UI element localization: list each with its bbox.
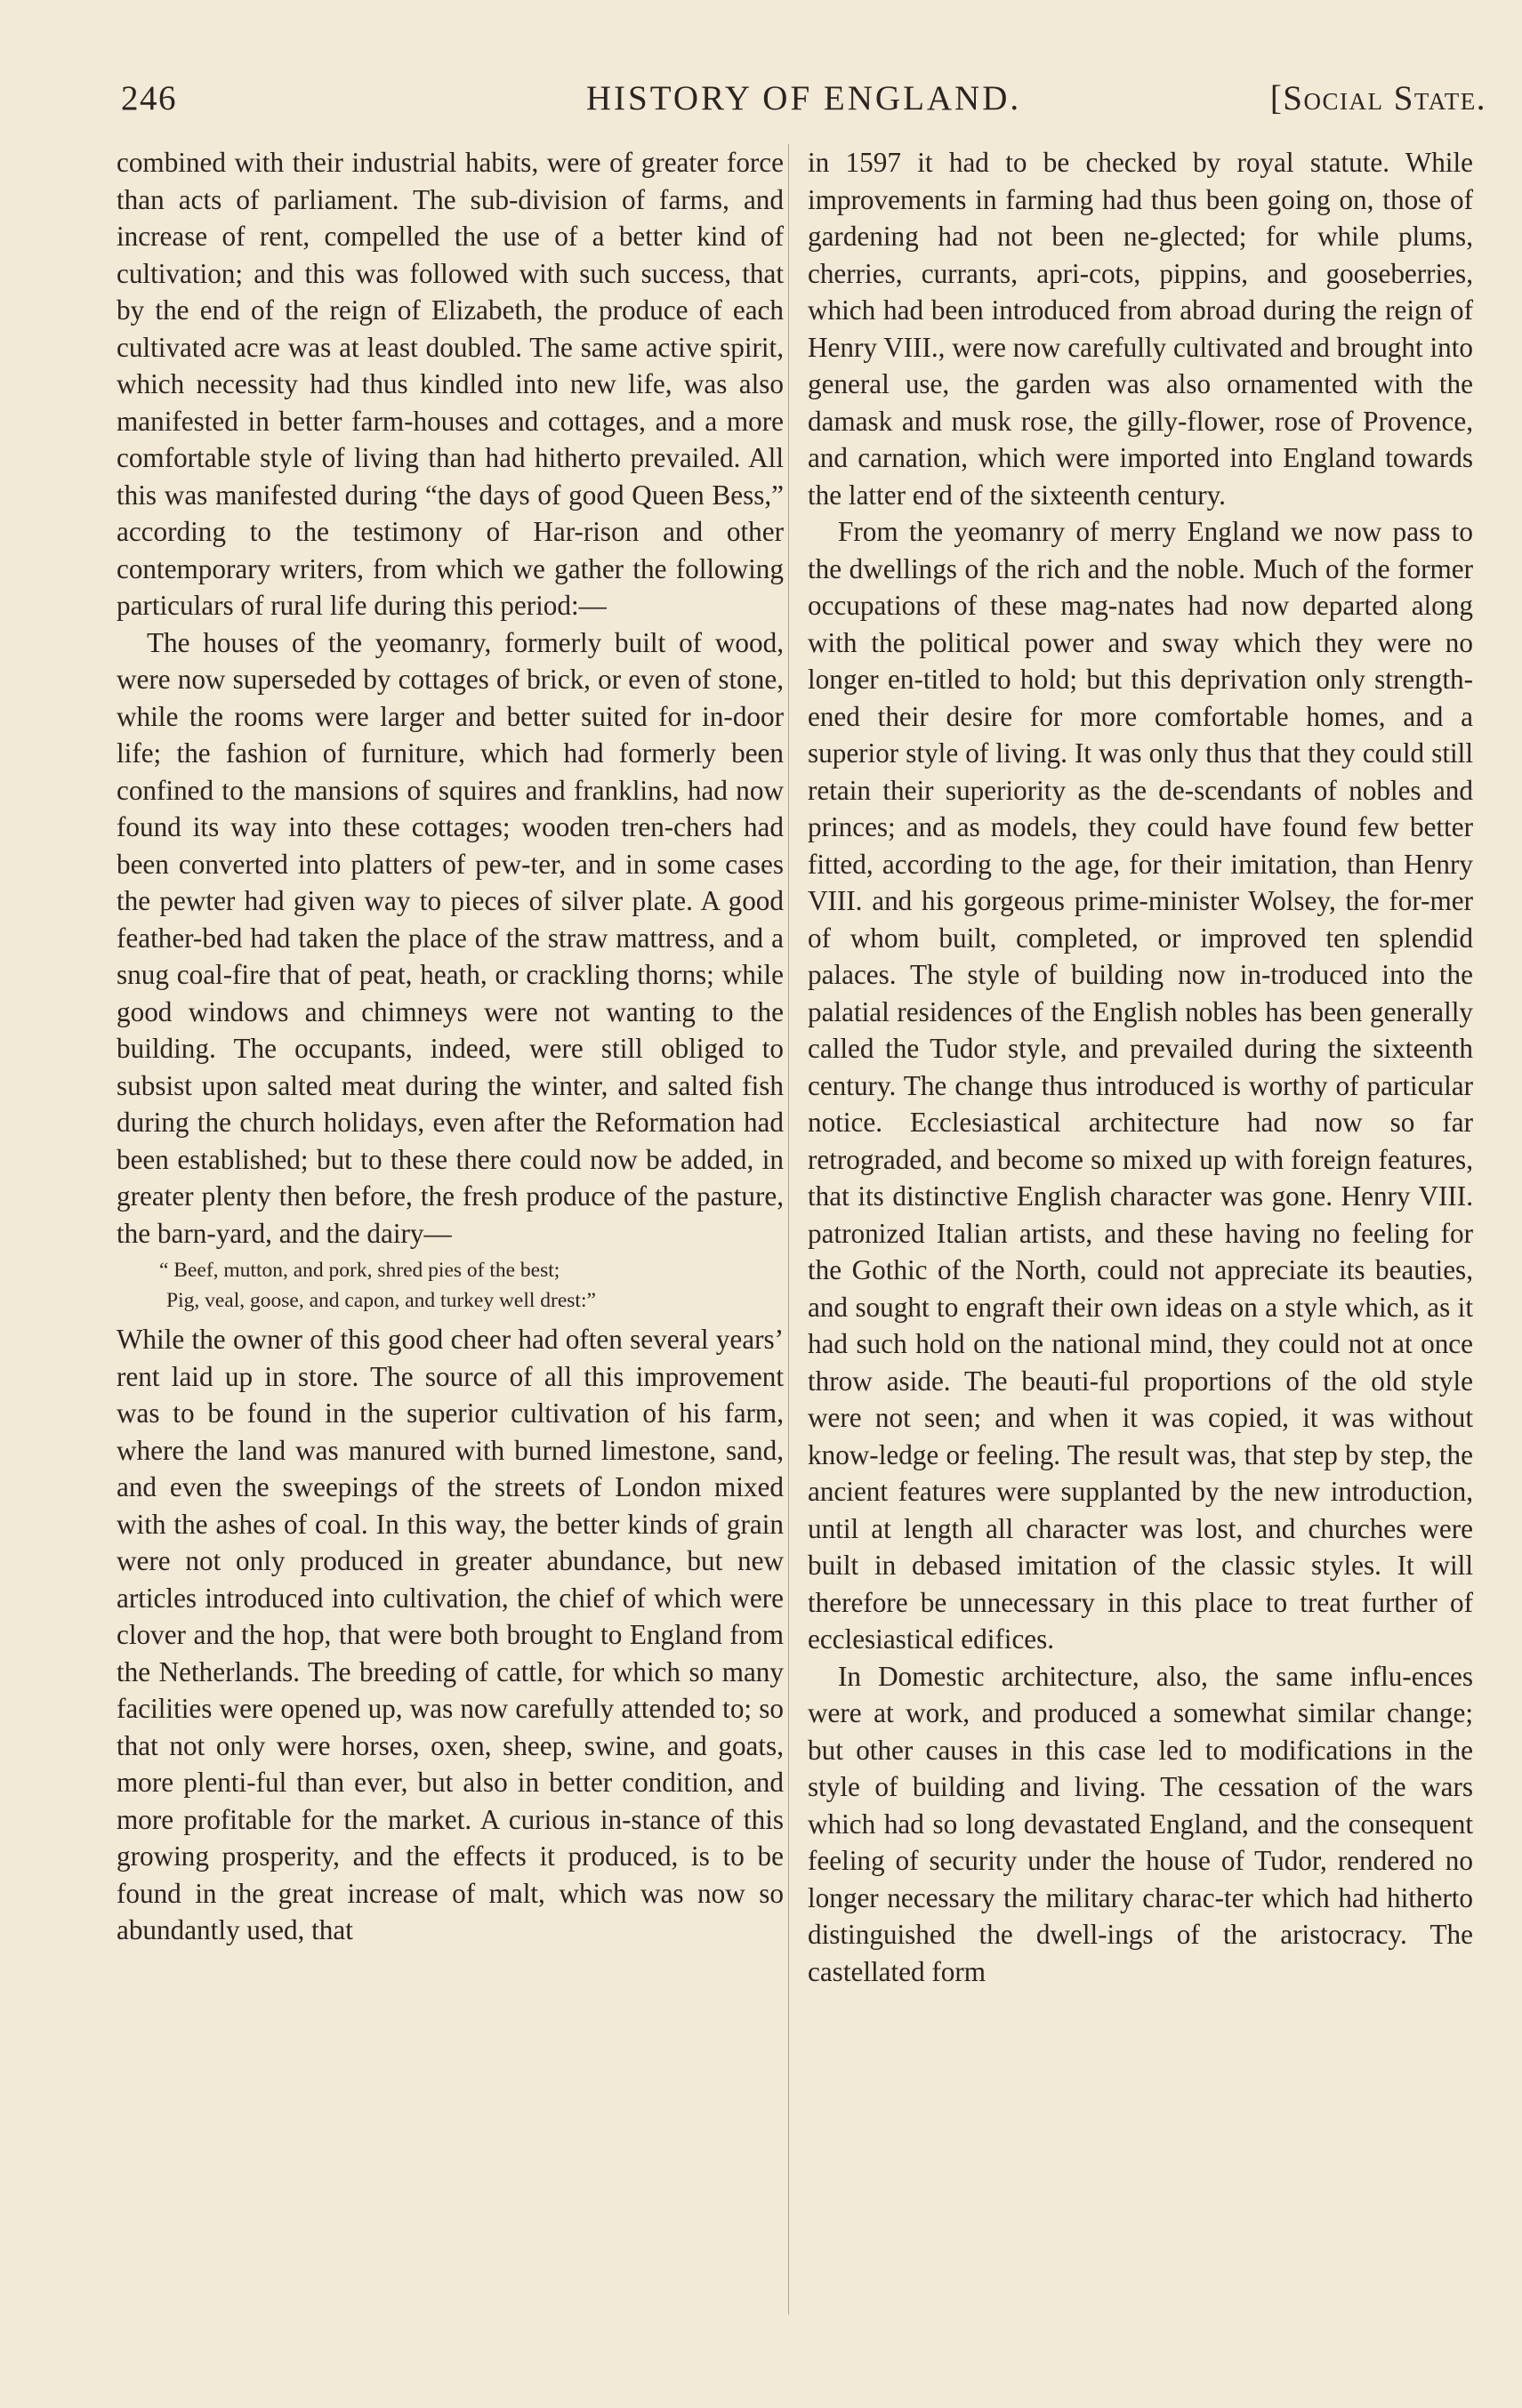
paragraph: in 1597 it had to be checked by royal statute. While improvements in farming had thus been going on, those of gardening had not been ne-glected; for while plums, cherries, currants, apri-cots, pippins, and gooseberries, which had been introduced from abroad during the reign of Henry VIII., were now carefully cultivated and brought into general use, the garden was also ornamented with the damask and musk rose, the gilly-flower, rose of Provence, and carnation, which were imported into England towards the latter end of the sixteenth century. bbox=[808, 147, 1473, 511]
paragraph: While the owner of this good cheer had often several years’ rent laid up in store. The source of all this improvement was to be found in the superior cultivation of his farm, where the land was manured with burned limestone, sand, and even the sweepings of the streets of London mixed with the ashes of coal. In this way, the better kinds of grain were not only produced in greater abundance, but new articles introduced into cultivation, the chief of which were clover and the hop, that were both brought to England from the Netherlands. The breeding of cattle, for which so many facilities were opened up, was now carefully attended to; so that not only were horses, oxen, sheep, swine, and goats, more plenti-ful than ever, but also in better condition, and more profitable for the market. A curious in-stance of this growing prosperity, and the effects it produced, is to be found in the great increase of malt, which was now so abundantly used, that bbox=[117, 1324, 784, 1945]
paragraph: The houses of the yeomanry, formerly built of wood, were now superseded by cottages of brick, or even of stone, while the rooms were larger and better suited for in-door life; the fashion of furniture, which had formerly been confined to the mansions of squires and franklins, had now found its way into these cottages; wooden tren-chers had been converted into platters of pew-ter, and in some cases the pewter had given way to pieces of silver plate. A good feather-bed had taken the place of the straw mattress, and a snug coal-fire that of peat, heath, or crackling thorns; while good windows and chimneys were not wanting to the building. The occupants, indeed, were still obliged to subsist upon salted meat during the winter, and salted fish during the church holidays, even after the Reformation had been established; but to these there could now be added, in greater plenty then before, the fresh produce of the pasture, the barn-yard, and the dairy— bbox=[117, 626, 784, 1249]
verse-quote bbox=[117, 1255, 784, 1316]
quote-line: “ Beef, mutton, and pork, shred pies of the best; bbox=[159, 1259, 560, 1282]
page-number: 246 bbox=[121, 79, 177, 117]
paragraph: In Domestic architecture, also, the same influ-ences were at work, and produced a somewhat similar change; but other causes in this case led to modifications in the style of building and living. The cessation of the wars which had so long devastated England, and the consequent feeling of security under the house of Tudor, rendered no longer necessary the military charac-ter which had hitherto distinguished the dwell-ings of the aristocracy. The castellated form bbox=[808, 1660, 1473, 1987]
page-header bbox=[121, 78, 1486, 123]
paragraph: combined with their industrial habits, were of greater force than acts of parliament. The sub-division of farms, and increase of rent, compelled the use of a better kind of cultivation; and this was followed with such success, that by the end of the reign of Elizabeth, the produce of each cultivated acre was at least doubled. The same active spirit, which necessity had thus kindled into new life, was also manifested in better farm-houses and cottages, and a more comfortable style of living than had hitherto prevailed. All this was manifested during “the days of good Queen Bess,” according to the testimony of Har-rison and other contemporary writers, from which we gather the following particulars of rural life during this period:— bbox=[117, 147, 784, 621]
quote-line: Pig, veal, goose, and capon, and turkey well drest:” bbox=[166, 1289, 596, 1312]
left-column bbox=[117, 144, 784, 1949]
column-divider bbox=[788, 144, 789, 2315]
running-title: HISTORY OF ENGLAND. bbox=[585, 79, 1022, 117]
paragraph: From the yeomanry of merry England we now pass to the dwellings of the rich and the noble. Much of the former occupations of these mag-nates had now departed along with the political power and sway which they were no longer en-titled to hold; but this deprivation only strength-ened their desire for more comfortable homes, and a superior style of living. It was only thus that they could still retain their superiority as the de-scendants of nobles and princes; and as models, they could have found few better fitted, according to the age, for their imitation, than Henry VIII. and his gorgeous prime-minister Wolsey, the for-mer of whom built, completed, or improved ten splendid palaces. The style of building now in-troduced into the palatial residences of the English nobles has been generally called the Tudor style, and prevailed during the sixteenth century. The change thus introduced is worthy of particular notice. Ecclesiastical architecture had now so far retrograded, and become so mixed up with foreign features, that its distinctive English character was gone. Henry VIII. patronized Italian artists, and these having no feeling for the Gothic of the North, could not appreciate its beauties, and sought to engraft their own ideas on a style which, as it had such hold on the national mind, they could not at once throw aside. The beauti-ful proportions of the old style were not seen; and when it was copied, it was without know-ledge or feeling. The result was, that step by step, the ancient features were supplanted by the new introduction, until at length all character was lost, and churches were built in debased imitation of the classic styles. It will therefore be unnecessary in this place to treat further of ecclesiastical edifices. bbox=[808, 516, 1473, 1655]
section-title: [Social State. bbox=[1269, 79, 1486, 117]
right-column bbox=[808, 144, 1473, 1990]
